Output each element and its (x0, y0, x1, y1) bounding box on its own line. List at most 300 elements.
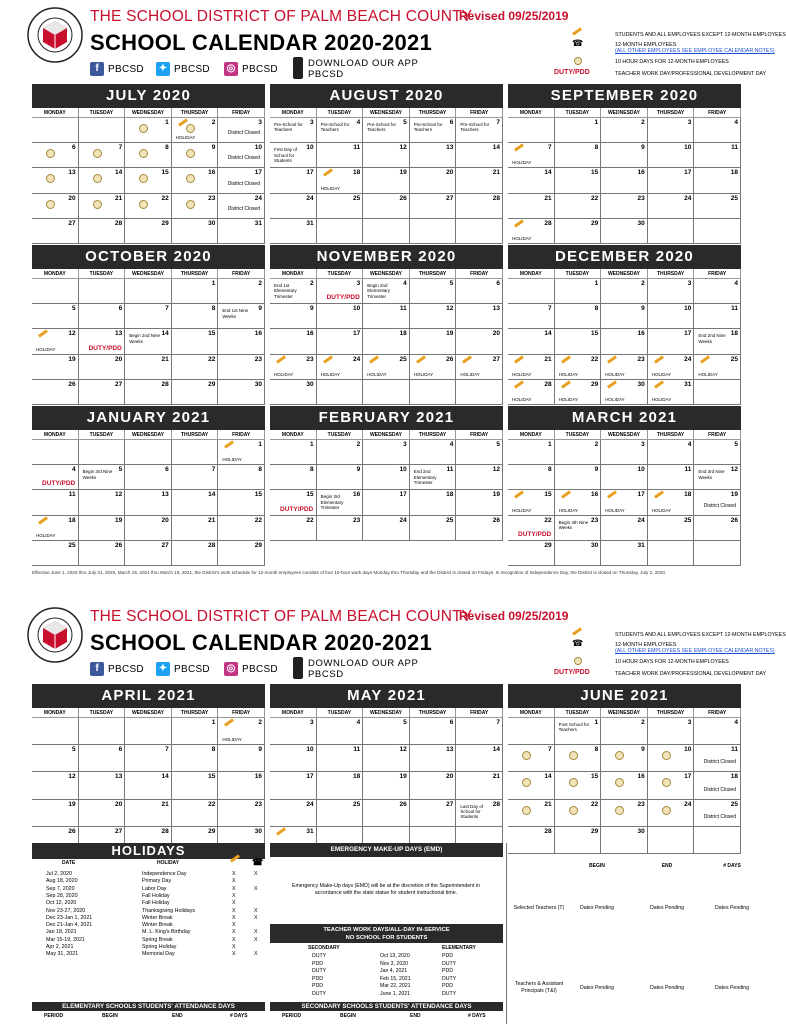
day-number: 9 (258, 305, 262, 313)
day-number: 25 (730, 355, 738, 363)
telephone-icon: ☎ (252, 857, 264, 867)
day-number: 18 (730, 330, 738, 338)
day-number: 24 (306, 194, 314, 202)
holiday-cell: X (232, 914, 236, 921)
day-number: 28 (161, 380, 169, 388)
day-number: 16 (637, 773, 645, 781)
day-number: 14 (492, 746, 500, 754)
day-cell (172, 168, 219, 193)
day-cell (79, 718, 126, 745)
day-number: 11 (731, 305, 738, 313)
day-note: Begin 3rd Elementary Trimester (320, 494, 344, 511)
holiday-cell: Fall Holiday (142, 900, 170, 907)
day-cell (410, 800, 457, 827)
teacher-workday-cell: Jan 4, 2021 (380, 968, 408, 975)
day-number: 30 (306, 380, 314, 388)
holiday-cell: X (254, 885, 258, 892)
instagram-icon[interactable]: ◎ (224, 662, 238, 676)
holiday-cell: X (232, 944, 236, 950)
facebook-handle[interactable]: PBCSD (108, 64, 144, 75)
weekday-header: THURSDAY (410, 108, 457, 118)
day-number: 25 (352, 800, 361, 808)
holiday-row (32, 886, 265, 893)
day-cell (555, 800, 602, 827)
day-note: End 1st Elementary Trimester (274, 283, 297, 299)
holiday-cell: X (254, 951, 258, 958)
weekday-header: TUESDAY (317, 430, 364, 440)
day-number: 30 (637, 380, 645, 388)
day-number: 4 (403, 280, 407, 287)
day-number: 4 (734, 280, 738, 287)
day-cell (456, 800, 503, 827)
day-number: 10 (399, 466, 407, 474)
day-number: 15 (161, 169, 169, 177)
day-number: 22 (544, 516, 552, 524)
day-cell (172, 465, 219, 490)
day-cell (555, 279, 602, 304)
day-number: 15 (208, 773, 216, 781)
pencil-icon (561, 491, 571, 499)
teacher-workdays-title (270, 924, 503, 943)
month-title: AUGUST 2020 (270, 84, 503, 108)
day-number: 6 (71, 144, 76, 152)
day-cell (32, 304, 79, 329)
day-number: 7 (547, 144, 552, 152)
app-download[interactable] (308, 658, 418, 680)
teacher-workday-cell: DUTY (442, 975, 457, 982)
day-cell (456, 329, 503, 354)
day-cell (648, 355, 695, 380)
day-number: 29 (208, 380, 216, 388)
clock-icon (46, 174, 55, 183)
day-cell (32, 143, 79, 168)
day-number: 17 (306, 169, 314, 177)
day-number: 23 (254, 800, 262, 808)
day-number: 22 (306, 516, 314, 524)
day-number: 20 (492, 330, 500, 338)
day-note: DUTY/PDD (42, 480, 76, 488)
pencil-icon (38, 516, 48, 524)
day-number: 6 (118, 746, 123, 754)
day-cell (32, 279, 79, 304)
day-number: 24 (254, 194, 262, 202)
day-cell (125, 440, 172, 465)
day-number: 9 (641, 305, 645, 313)
day-number: 22 (590, 194, 599, 202)
day-cell (32, 168, 79, 193)
day-cell (218, 143, 265, 168)
day-cell (555, 772, 602, 799)
phone-app-icon[interactable] (293, 57, 303, 79)
weekday-header: WEDNESDAY (601, 430, 648, 440)
day-note: HOLIDAY (605, 396, 625, 402)
facebook-handle[interactable]: PBCSD (108, 664, 144, 675)
day-cell (125, 772, 172, 799)
clock-icon (186, 200, 195, 209)
day-cell (694, 304, 741, 329)
day-cell (694, 194, 741, 219)
clock-icon (522, 778, 531, 787)
day-cell (125, 718, 172, 745)
day-cell (317, 380, 364, 405)
app-download[interactable] (308, 58, 418, 80)
day-cell (218, 168, 265, 193)
weekday-header: MONDAY (508, 708, 555, 718)
day-cell (694, 745, 741, 772)
day-number: 27 (492, 355, 500, 363)
day-number: 9 (641, 746, 645, 754)
day-cell (694, 718, 741, 745)
day-cell (456, 194, 503, 219)
attendance-col-header: PERIOD (44, 1013, 64, 1019)
day-number: 21 (208, 516, 216, 524)
day-number: 31 (684, 380, 692, 388)
day-number: 13 (114, 330, 123, 338)
day-cell (410, 440, 457, 465)
day-cell (172, 800, 219, 827)
day-cell (172, 219, 219, 244)
holiday-cell: X (254, 936, 258, 943)
day-cell (218, 718, 265, 745)
day-number: 14 (114, 169, 123, 177)
day-number: 15 (544, 491, 552, 499)
month-title: OCTOBER 2020 (32, 245, 265, 269)
weekday-header: TUESDAY (555, 108, 602, 118)
day-note: HOLIDAY (651, 396, 672, 402)
day-number: 22 (208, 355, 216, 363)
day-number: 20 (114, 355, 123, 363)
day-cell (363, 440, 410, 465)
day-cell (363, 279, 410, 304)
month-december-2020 (508, 245, 741, 405)
teacher-workday-cell: Oct 13, 2020 (380, 953, 410, 959)
teacher-workday-cell: PDD (312, 960, 323, 967)
day-cell (648, 143, 695, 168)
day-cell (218, 516, 265, 541)
day-number: 14 (161, 773, 169, 781)
day-cell (508, 718, 555, 745)
holiday-cell: Aug 18, 2020 (46, 878, 78, 885)
day-cell (270, 355, 317, 380)
day-cell (555, 194, 602, 219)
clock-icon (522, 806, 531, 815)
day-cell (79, 219, 126, 244)
day-cell (694, 219, 741, 244)
day-cell (218, 745, 265, 772)
attendance-col-header: PERIOD (282, 1013, 302, 1019)
holiday-row (32, 915, 265, 922)
weekday-header: FRIDAY (456, 430, 503, 440)
clock-icon (662, 778, 671, 787)
day-cell (125, 194, 172, 219)
day-cell (172, 380, 219, 405)
teacher-workday-cell: DUTY (442, 991, 457, 997)
clock-icon (186, 174, 195, 183)
day-number: 22 (590, 355, 599, 363)
clock-icon (186, 124, 195, 133)
page-title: SCHOOL CALENDAR 2020-2021 (90, 30, 433, 55)
day-number: 23 (637, 194, 645, 202)
phone-app-icon[interactable] (293, 657, 303, 679)
day-number: 24 (399, 516, 407, 524)
holiday-cell: Spring Break (142, 936, 173, 943)
day-number: 14 (208, 491, 216, 499)
month-february-2021 (270, 406, 503, 566)
day-number: 18 (730, 773, 738, 781)
day-number: 5 (496, 441, 500, 448)
day-cell (79, 745, 126, 772)
day-number: 18 (352, 773, 361, 781)
day-cell (694, 541, 741, 566)
holiday-cell: Mar 15-19, 2021 (46, 936, 85, 943)
day-number: 10 (306, 144, 314, 152)
day-cell (172, 118, 219, 143)
day-cell (363, 465, 410, 490)
day-number: 1 (309, 441, 314, 448)
day-cell (32, 800, 79, 827)
pencil-icon (572, 627, 582, 635)
day-note: Begin 2nd Elementary Trimester (367, 283, 390, 299)
day-number: 24 (352, 355, 361, 363)
holiday-cell: Independence Day (142, 871, 187, 877)
day-cell (79, 490, 126, 515)
day-note: End 1st Nine Weeks (222, 308, 249, 319)
day-cell (648, 465, 695, 490)
day-number: 26 (68, 380, 76, 388)
day-number: 13 (68, 169, 76, 177)
day-cell (218, 279, 265, 304)
day-number: 7 (165, 746, 169, 754)
day-cell (125, 168, 172, 193)
day-number: 9 (211, 144, 216, 152)
holiday-cell: X (254, 929, 258, 936)
facebook-icon[interactable]: f (90, 662, 104, 676)
emd-text: Emergency Make-Up days (EMD) will be at the discretion of the Superintendent in accordance with the state statue for student instructional time. (292, 883, 480, 896)
weekday-header: THURSDAY (410, 269, 457, 279)
day-cell (508, 279, 555, 304)
clock-icon (569, 751, 578, 760)
day-number: 13 (446, 746, 454, 754)
day-number: 26 (492, 516, 500, 524)
day-number: 28 (544, 380, 552, 388)
day-cell (456, 772, 503, 799)
day-number: 1 (594, 280, 599, 287)
day-number: 10 (637, 466, 645, 474)
day-cell (508, 745, 555, 772)
day-note: HOLIDAY (175, 135, 196, 141)
day-cell (648, 718, 695, 745)
holiday-cell: X (232, 929, 236, 936)
day-note: HOLIDAY (274, 371, 294, 377)
day-cell (79, 355, 126, 380)
day-number: 14 (544, 330, 552, 338)
day-cell (270, 118, 317, 143)
day-number: 2 (594, 441, 599, 448)
day-cell (456, 718, 503, 745)
twitter-icon[interactable]: ✦ (156, 662, 170, 676)
day-cell (694, 329, 741, 354)
holiday-cell: X (232, 878, 236, 885)
day-cell (555, 304, 602, 329)
day-note: HOLIDAY (36, 346, 56, 352)
day-cell (218, 490, 265, 515)
day-number: 5 (403, 719, 407, 726)
weekday-header: FRIDAY (218, 269, 265, 279)
month-title: JUNE 2021 (508, 684, 741, 708)
teacher-workday-row (270, 983, 503, 991)
weekday-header: TUESDAY (317, 108, 364, 118)
weekday-header: THURSDAY (648, 430, 695, 440)
emd-cell: Dates Pending (714, 905, 750, 911)
emd-title: EMERGENCY MAKE-UP DAYS (EMD) (270, 843, 503, 857)
day-cell (694, 168, 741, 193)
twitter-handle[interactable]: PBCSD (174, 664, 210, 675)
day-number: 8 (594, 305, 599, 313)
month-title: JANUARY 2021 (32, 406, 265, 430)
day-number: 21 (161, 800, 169, 808)
holiday-row (32, 951, 265, 958)
day-cell (601, 772, 648, 799)
instagram-handle[interactable]: PBCSD (242, 664, 278, 675)
day-cell (317, 304, 364, 329)
day-cell (601, 541, 648, 566)
twitter-icon[interactable]: ✦ (156, 62, 170, 76)
weekday-header: FRIDAY (694, 269, 741, 279)
app-line-2: PBCSD (308, 669, 344, 680)
day-cell (32, 745, 79, 772)
month-title: MARCH 2021 (508, 406, 741, 430)
weekday-header: TUESDAY (555, 430, 602, 440)
day-cell (694, 118, 741, 143)
holiday-row (32, 900, 265, 907)
day-number: 27 (446, 800, 454, 808)
day-cell (79, 440, 126, 465)
holiday-cell: X (254, 907, 258, 914)
day-cell (270, 380, 317, 405)
day-number: 17 (684, 773, 692, 781)
day-cell (601, 219, 648, 244)
day-number: 4 (71, 466, 76, 474)
day-number: 5 (118, 466, 123, 474)
day-cell (601, 800, 648, 827)
day-note: Pre-School for Teachers (413, 122, 443, 133)
holiday-cell: X (232, 900, 236, 907)
teacher-workday-cell: DUTY (442, 960, 457, 967)
day-cell (32, 118, 79, 143)
day-cell (125, 516, 172, 541)
day-cell (270, 194, 317, 219)
day-cell (363, 329, 410, 354)
day-number: 2 (258, 280, 262, 287)
day-number: 16 (637, 330, 645, 338)
day-number: 23 (590, 516, 599, 524)
day-cell (508, 490, 555, 515)
day-note: End 3rd Nine Weeks (698, 469, 725, 480)
holiday-cell: Spring Holiday (142, 944, 177, 950)
day-number: 12 (399, 144, 407, 152)
day-cell (410, 194, 457, 219)
day-cell (125, 800, 172, 827)
month-april-2021 (32, 684, 265, 854)
day-note: Pre-School for Teachers (367, 122, 396, 133)
day-cell (648, 541, 695, 566)
pencil-icon (514, 380, 524, 388)
day-cell (218, 194, 265, 219)
month-january-2021 (32, 406, 265, 566)
day-cell (317, 329, 364, 354)
day-cell (555, 541, 602, 566)
day-cell (317, 219, 364, 244)
holiday-cell: Fall Holiday (142, 892, 170, 899)
day-number: 10 (352, 305, 361, 313)
weekday-header: MONDAY (32, 430, 79, 440)
day-cell (172, 490, 219, 515)
app-line-1: DOWNLOAD OUR APP (308, 58, 419, 69)
holiday-cell: X (232, 951, 236, 958)
day-number: 16 (637, 169, 645, 177)
facebook-icon[interactable]: f (90, 62, 104, 76)
day-note: HOLIDAY (36, 532, 56, 538)
holiday-cell: Nov 23-27, 2020 (46, 907, 86, 914)
day-cell (555, 745, 602, 772)
instagram-icon[interactable]: ◎ (224, 62, 238, 76)
day-cell (218, 355, 265, 380)
day-number: 3 (687, 119, 692, 126)
col-elementary: ELEMENTARY (442, 945, 476, 951)
day-cell (555, 490, 602, 515)
day-number: 29 (590, 219, 599, 227)
holiday-cell: Jan 18, 2021 (46, 929, 77, 936)
day-number: 26 (730, 516, 738, 524)
day-number: 8 (594, 746, 599, 754)
day-number: 14 (544, 773, 552, 781)
holiday-cell: Apr 2, 2021 (46, 944, 74, 950)
holiday-row (32, 871, 265, 878)
day-number: 26 (68, 827, 76, 835)
day-cell (172, 194, 219, 219)
teacher-workdays-title-1: TEACHER WORK DAYS/ALL-DAY IN-SERVICE (323, 927, 450, 933)
day-number: 15 (306, 491, 314, 499)
instagram-handle[interactable]: PBCSD (242, 64, 278, 75)
day-cell (410, 772, 457, 799)
day-number: 3 (356, 280, 361, 287)
day-number: 10 (684, 305, 692, 313)
elementary-attendance-title: ELEMENTARY SCHOOLS STUDENTS' ATTENDANCE DAYS (32, 1002, 265, 1011)
weekday-header: WEDNESDAY (601, 108, 648, 118)
day-cell (456, 143, 503, 168)
day-cell (317, 194, 364, 219)
day-number: 27 (68, 219, 76, 227)
day-cell (125, 329, 172, 354)
day-number: 1 (594, 719, 599, 726)
day-cell (601, 745, 648, 772)
day-number: 1 (547, 441, 552, 448)
day-number: 16 (254, 330, 262, 338)
day-cell (79, 304, 126, 329)
weekday-header: THURSDAY (648, 108, 695, 118)
day-number: 11 (731, 746, 738, 754)
weekday-header: THURSDAY (648, 708, 695, 718)
day-number: 16 (254, 773, 262, 781)
day-cell (172, 440, 219, 465)
month-september-2020 (508, 84, 741, 244)
day-cell (508, 465, 555, 490)
day-number: 14 (492, 144, 500, 152)
day-number: 29 (590, 827, 599, 835)
twitter-handle[interactable]: PBCSD (174, 64, 210, 75)
day-number: 25 (730, 800, 738, 808)
teacher-workday-cell: PDD (312, 975, 323, 982)
